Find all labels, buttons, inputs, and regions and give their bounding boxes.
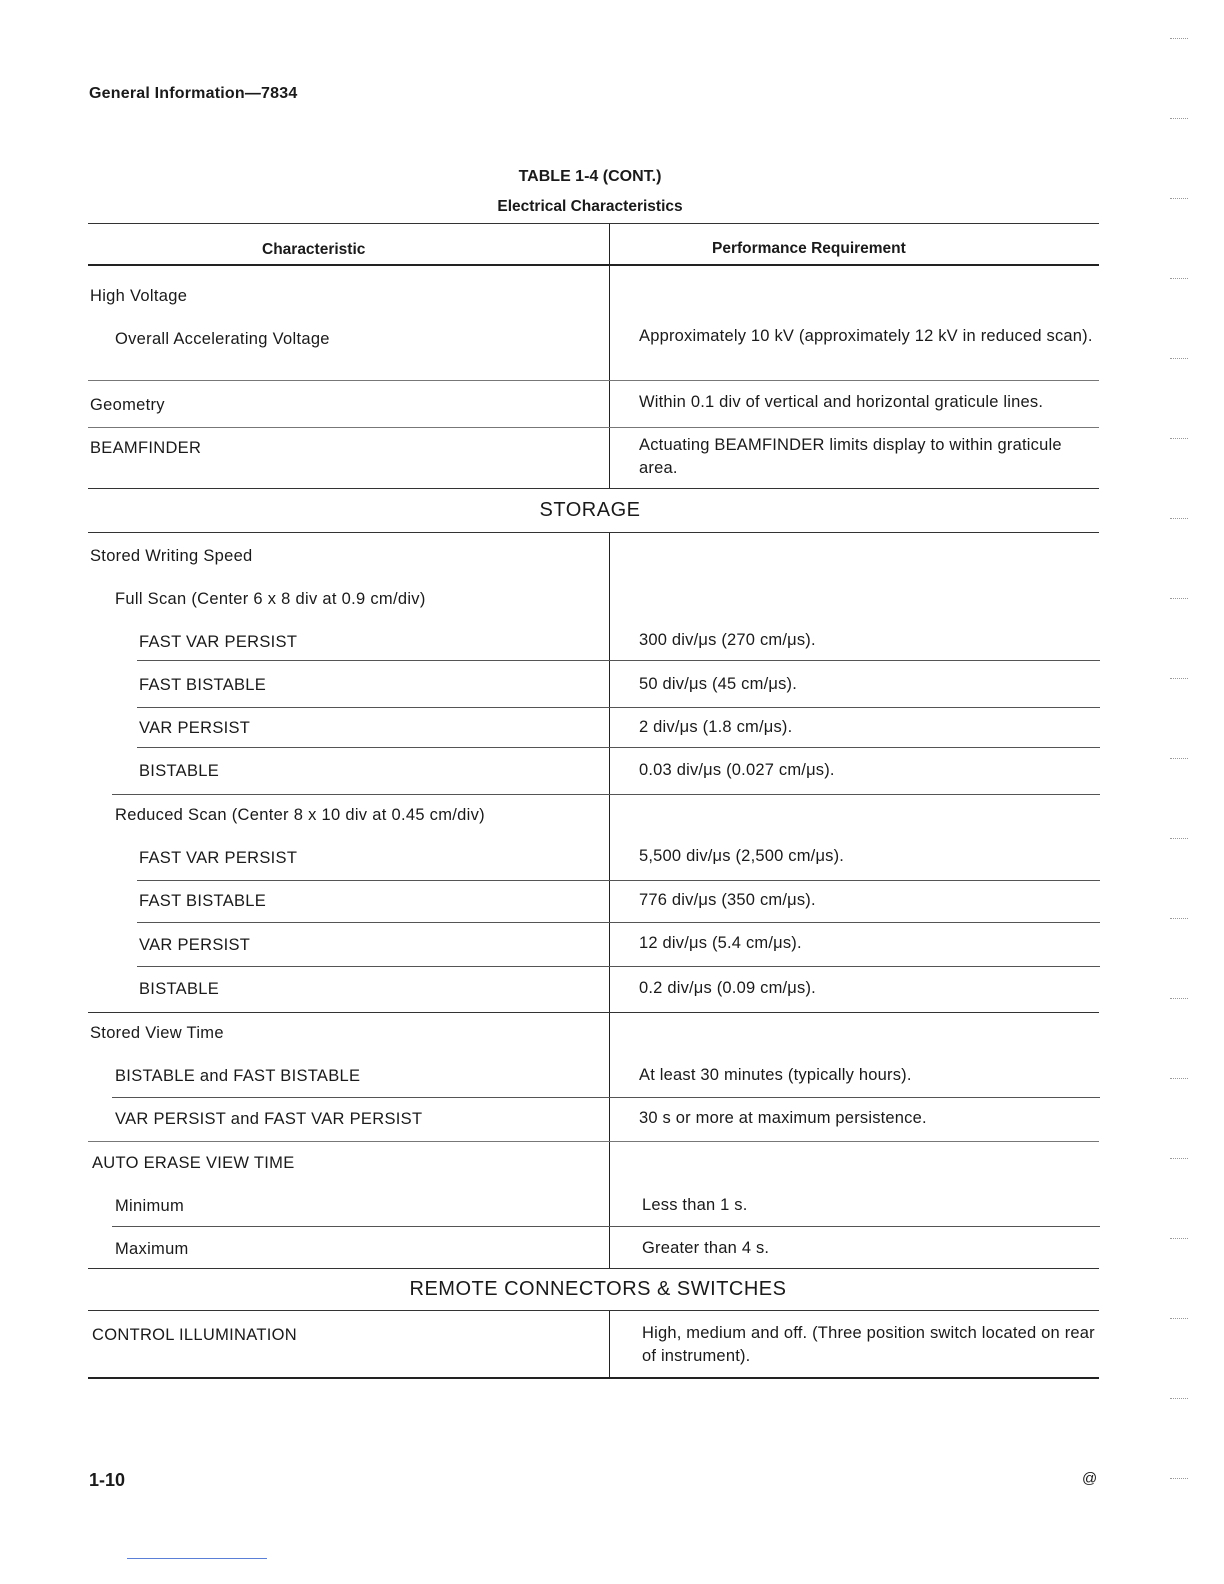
row-geometry: Geometry — [90, 396, 165, 414]
table-subtitle: Electrical Characteristics — [497, 198, 683, 215]
row-rule — [137, 966, 1100, 967]
section-remote-connectors: REMOTE CONNECTORS & SWITCHES — [409, 1278, 787, 1300]
row-rule — [137, 707, 1100, 708]
row-control-illumination: CONTROL ILLUMINATION — [92, 1326, 297, 1344]
req-geometry: Within 0.1 div of vertical and horizontal graticule lines. — [639, 393, 1044, 411]
row-ae-minimum: Minimum — [115, 1197, 185, 1215]
row-rule — [137, 880, 1100, 881]
margin-tick — [1170, 438, 1188, 439]
page-number: 1-10 — [89, 1470, 126, 1490]
margin-tick — [1170, 118, 1188, 119]
req-rs-fast-var-persist: 5,500 div/μs (2,500 cm/μs). — [639, 847, 845, 865]
req-svt-bistable: At least 30 minutes (typically hours). — [639, 1066, 912, 1084]
column-header-characteristic: Characteristic — [262, 241, 366, 258]
row-rs-fast-bistable: FAST BISTABLE — [139, 892, 267, 910]
row-rule — [137, 747, 1100, 748]
running-head: General Information—7834 — [89, 85, 298, 102]
row-rule — [137, 922, 1100, 923]
req-rs-bistable: 0.2 div/μs (0.09 cm/μs). — [639, 979, 816, 997]
req-fs-var-persist: 2 div/μs (1.8 cm/μs). — [639, 718, 793, 736]
req-beamfinder: Actuating BEAMFINDER limits display to within graticule area. — [639, 436, 1062, 477]
row-stored-view-time: Stored View Time — [90, 1024, 224, 1042]
margin-tick — [1170, 1478, 1188, 1479]
row-stored-writing-speed: Stored Writing Speed — [90, 547, 253, 565]
row-fs-fast-bistable: FAST BISTABLE — [139, 676, 267, 694]
section-rule — [88, 1310, 1099, 1311]
column-divider — [609, 224, 610, 488]
row-rule — [88, 427, 1099, 428]
row-overall-accelerating-voltage: Overall Accelerating Voltage — [115, 330, 330, 348]
margin-tick — [1170, 518, 1188, 519]
row-fs-var-persist: VAR PERSIST — [139, 719, 251, 737]
margin-tick — [1170, 838, 1188, 839]
margin-tick — [1170, 198, 1188, 199]
margin-tick — [1170, 1318, 1188, 1319]
row-full-scan: Full Scan (Center 6 x 8 div at 0.9 cm/div) — [115, 590, 426, 608]
row-rule — [88, 1141, 1099, 1142]
table-bottom-rule — [88, 1377, 1099, 1379]
margin-tick — [1170, 1078, 1188, 1079]
req-fs-fast-var-persist: 300 div/μs (270 cm/μs). — [639, 631, 816, 649]
row-reduced-scan: Reduced Scan (Center 8 x 10 div at 0.45 cm/div) — [115, 806, 485, 824]
req-fs-fast-bistable: 50 div/μs (45 cm/μs). — [639, 675, 798, 693]
scan-artifact-rule — [127, 1558, 267, 1559]
row-rule — [88, 380, 1099, 381]
section-storage: STORAGE — [539, 499, 641, 521]
footer-mark: @ — [1082, 1470, 1098, 1487]
req-fs-bistable: 0.03 div/μs (0.027 cm/μs). — [639, 761, 835, 779]
row-ae-maximum: Maximum — [115, 1240, 189, 1258]
row-rs-fast-var-persist: FAST VAR PERSIST — [139, 849, 298, 867]
margin-tick — [1170, 678, 1188, 679]
margin-tick — [1170, 918, 1188, 919]
req-ae-minimum: Less than 1 s. — [642, 1196, 748, 1214]
margin-tick — [1170, 358, 1188, 359]
margin-tick — [1170, 38, 1188, 39]
row-rule — [112, 1097, 1100, 1098]
row-fs-bistable: BISTABLE — [139, 762, 220, 780]
margin-tick — [1170, 1398, 1188, 1399]
row-rule — [137, 660, 1100, 661]
margin-tick — [1170, 1238, 1188, 1239]
column-header-requirement: Performance Requirement — [712, 240, 906, 257]
section-rule — [88, 532, 1099, 533]
row-auto-erase-view-time: AUTO ERASE VIEW TIME — [92, 1154, 295, 1172]
margin-tick — [1170, 998, 1188, 999]
row-fs-fast-var-persist: FAST VAR PERSIST — [139, 633, 298, 651]
req-rs-fast-bistable: 776 div/μs (350 cm/μs). — [639, 891, 816, 909]
row-rs-bistable: BISTABLE — [139, 980, 220, 998]
header-bottom-rule — [88, 264, 1099, 266]
column-divider — [609, 533, 610, 1013]
row-rule — [88, 1268, 1099, 1269]
req-overall-accelerating-voltage: Approximately 10 kV (approximately 12 kV in reduced scan). — [639, 327, 1093, 345]
column-divider — [609, 1311, 610, 1377]
req-rs-var-persist: 12 div/μs (5.4 cm/μs). — [639, 934, 802, 952]
margin-tick — [1170, 758, 1188, 759]
req-ae-maximum: Greater than 4 s. — [642, 1239, 770, 1257]
row-rule — [112, 794, 1100, 795]
req-svt-var-persist: 30 s or more at maximum persistence. — [639, 1109, 927, 1127]
req-control-illumination: High, medium and off. (Three position switch located on rear of instrument). — [642, 1324, 1095, 1365]
table-top-rule — [88, 223, 1099, 224]
table-title: TABLE 1-4 (CONT.) — [518, 168, 662, 185]
row-high-voltage: High Voltage — [90, 287, 188, 305]
margin-tick — [1170, 278, 1188, 279]
row-rs-var-persist: VAR PERSIST — [139, 936, 251, 954]
row-rule — [88, 1012, 1099, 1013]
row-svt-bistable: BISTABLE and FAST BISTABLE — [115, 1067, 361, 1085]
row-beamfinder: BEAMFINDER — [90, 439, 202, 457]
row-rule — [112, 1226, 1100, 1227]
margin-tick — [1170, 598, 1188, 599]
margin-tick — [1170, 1158, 1188, 1159]
row-svt-var-persist: VAR PERSIST and FAST VAR PERSIST — [115, 1110, 423, 1128]
row-rule — [88, 488, 1099, 489]
